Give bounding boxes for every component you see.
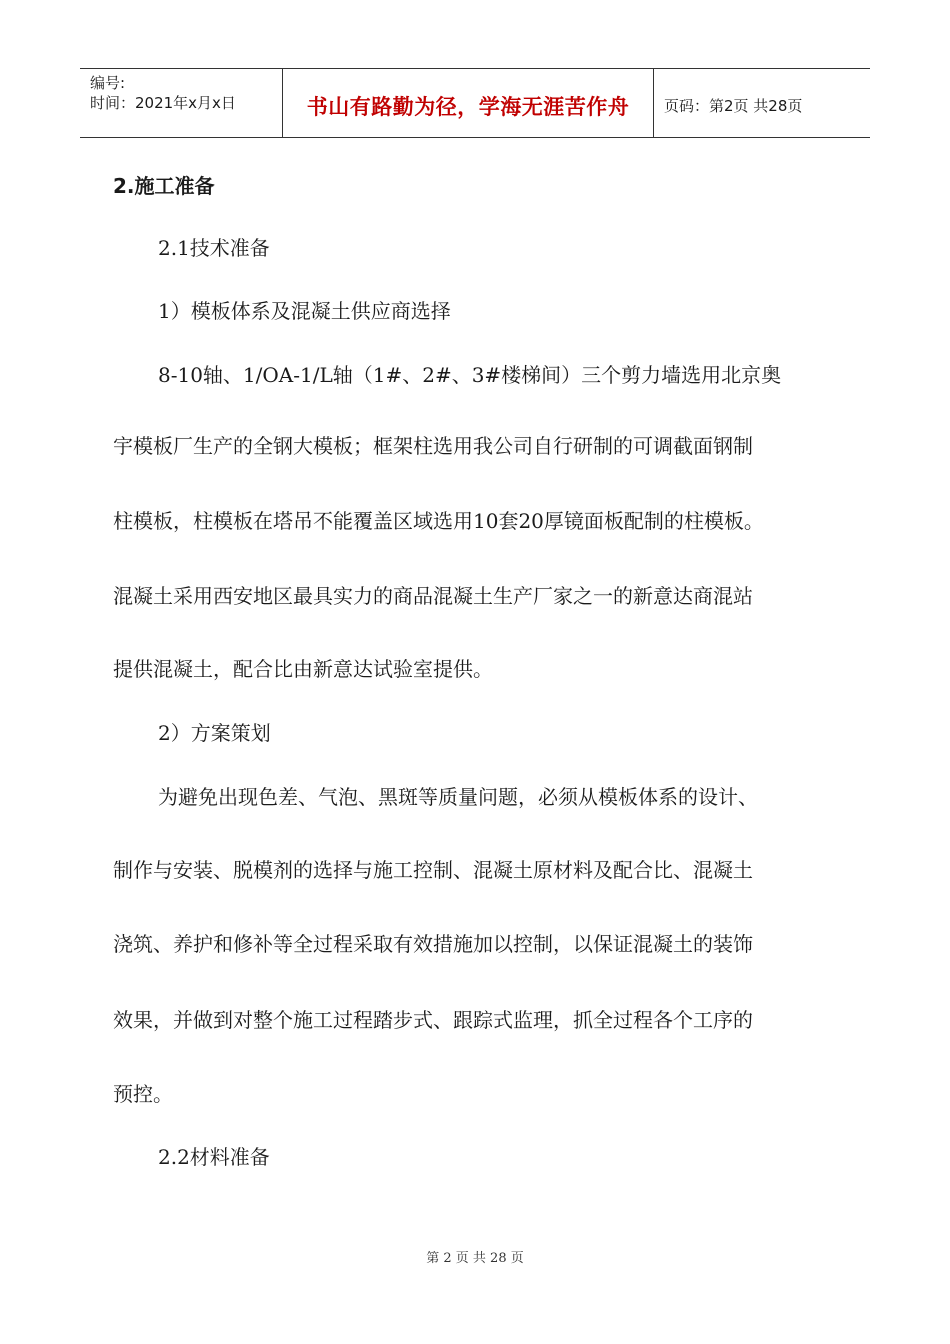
list-item-2: 2）方案策划 — [158, 721, 271, 745]
paragraph-1-line-5: 提供混凝土，配合比由新意达试验室提供。 — [113, 657, 493, 681]
header-motto-cell — [282, 69, 654, 137]
paragraph-2-line-4: 效果，并做到对整个施工过程踏步式、跟踪式监理，抓全过程各个工序的 — [113, 1008, 753, 1032]
paragraph-1-line-2: 宇模板厂生产的全钢大模板；框架柱选用我公司自行研制的可调截面钢制 — [113, 434, 753, 458]
header-page-info-cell — [654, 69, 870, 137]
document-date: 时间：2021年x月x日 — [90, 94, 236, 112]
page-header — [80, 68, 870, 138]
header-page-info: 页码：第2页 共28页 — [664, 96, 803, 115]
paragraph-1-line-1: 8-10轴、1/OA-1/L轴（1#、2#、3#楼梯间）三个剪力墙选用北京奥 — [158, 363, 782, 387]
section-title: 2.施工准备 — [113, 174, 215, 198]
header-motto: 书山有路勤为径，学海无涯苦作舟 — [306, 95, 630, 119]
paragraph-1-line-3: 柱模板，柱模板在塔吊不能覆盖区域选用10套20厚镜面板配制的柱模板。 — [113, 509, 764, 533]
list-item-1: 1）模板体系及混凝土供应商选择 — [158, 299, 451, 323]
paragraph-2-line-1: 为避免出现色差、气泡、黑斑等质量问题，必须从模板体系的设计、 — [158, 785, 758, 809]
paragraph-1-line-4: 混凝土采用西安地区最具实力的商品混凝土生产厂家之一的新意达商混站 — [113, 584, 753, 608]
subsection-title-2-1: 2.1技术准备 — [158, 236, 270, 260]
paragraph-2-line-5: 预控。 — [113, 1082, 173, 1106]
paragraph-2-line-3: 浇筑、养护和修补等全过程采取有效措施加以控制，以保证混凝土的装饰 — [113, 932, 753, 956]
paragraph-2-line-2: 制作与安装、脱模剂的选择与施工控制、混凝土原材料及配合比、混凝土 — [113, 858, 753, 882]
subsection-title-2-2: 2.2材料准备 — [158, 1145, 270, 1169]
document-number-label: 编号: — [90, 74, 126, 92]
header-meta — [80, 69, 282, 137]
page-footer: 第 2 页 共 28 页 — [426, 1251, 524, 1266]
